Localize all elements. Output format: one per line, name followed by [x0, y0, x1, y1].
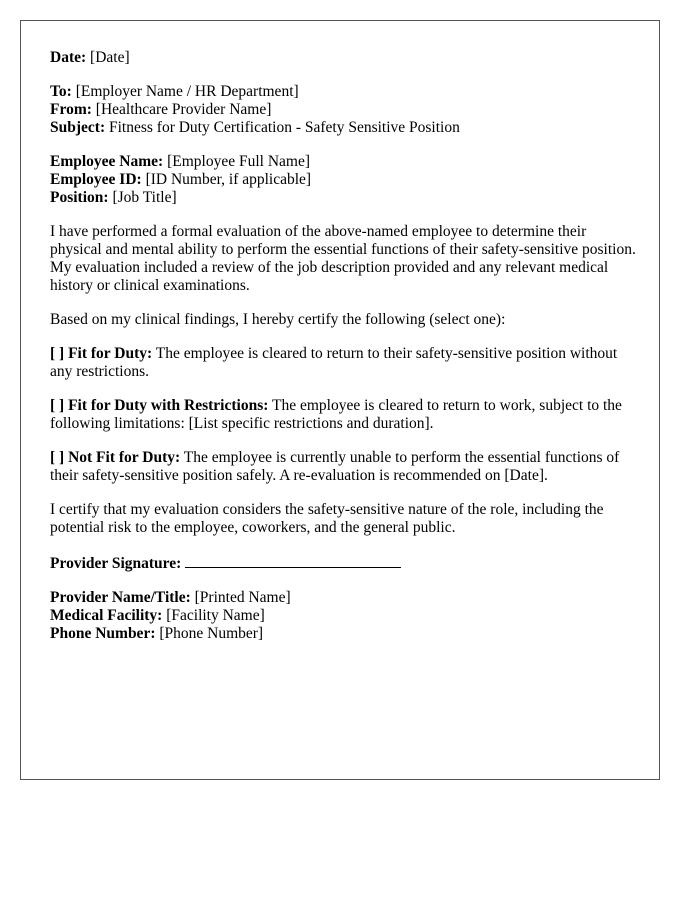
- employee-id-value: [ID Number, if applicable]: [145, 171, 312, 188]
- provider-block: [50, 589, 640, 643]
- option-not-fit-for-duty: [50, 449, 640, 485]
- intro-paragraph: I have performed a formal evaluation of the above-named employee to determine their physical and mental ability to perform the essential functions of their safety-sensitive position. My evaluation included a review of the job description provided and any relevant medical history or clinical examinations.: [50, 223, 636, 294]
- subject-value: Fitness for Duty Certification - Safety Sensitive Position: [108, 119, 460, 136]
- employee-name-line: [50, 153, 640, 171]
- signature-line: [50, 553, 640, 573]
- employee-id-label: Employee ID:: [50, 171, 142, 188]
- facility-value: [Facility Name]: [166, 607, 265, 624]
- option-fit-with-restrictions: [50, 397, 640, 433]
- option-text: The employee is cleared to return to their safety-sensitive position without any restrictions.: [50, 345, 618, 380]
- phone-value: [Phone Number]: [159, 625, 264, 642]
- phone-label: Phone Number:: [50, 625, 156, 642]
- provider-name-value: [Printed Name]: [194, 589, 291, 606]
- employee-name-label: Employee Name:: [50, 153, 164, 170]
- option-fit-for-duty: [50, 345, 640, 381]
- letter-content: [50, 49, 640, 659]
- from-value: [Healthcare Provider Name]: [95, 101, 272, 118]
- address-block: [50, 83, 640, 137]
- employee-id-line: [50, 171, 640, 189]
- provider-name-line: [50, 589, 640, 607]
- option-checkbox-label: [ ] Fit for Duty with Restrictions:: [50, 397, 269, 414]
- to-label: To:: [50, 83, 72, 100]
- date-value: [Date]: [90, 49, 130, 66]
- document-page: [20, 20, 660, 780]
- position-line: [50, 189, 640, 207]
- closing-paragraph: I certify that my evaluation considers the safety-sensitive nature of the role, including the potential risk to the employee, coworkers, and the general public.: [50, 501, 604, 536]
- date-label: Date:: [50, 49, 87, 66]
- facility-label: Medical Facility:: [50, 607, 163, 624]
- option-checkbox-label: [ ] Not Fit for Duty:: [50, 449, 181, 466]
- phone-line: [50, 625, 640, 643]
- provider-name-label: Provider Name/Title:: [50, 589, 191, 606]
- subject-line: [50, 119, 640, 137]
- option-text: The employee is currently unable to perform the essential functions of their safety-sensitive position safely. A re-evaluation is recommended on [Date].: [50, 449, 620, 484]
- signature-label: Provider Signature:: [50, 555, 182, 572]
- certify-prompt: Based on my clinical findings, I hereby certify the following (select one):: [50, 311, 506, 328]
- to-value: [Employer Name / HR Department]: [75, 83, 299, 100]
- option-checkbox-label: [ ] Fit for Duty:: [50, 345, 153, 362]
- employee-name-value: [Employee Full Name]: [167, 153, 310, 170]
- from-line: [50, 101, 640, 119]
- to-line: [50, 83, 640, 101]
- employee-block: [50, 153, 640, 207]
- date-line: [50, 49, 640, 67]
- position-label: Position:: [50, 189, 109, 206]
- from-label: From:: [50, 101, 92, 118]
- option-text: The employee is cleared to return to work, subject to the following limitations: [List specific restrictions and duration].: [50, 397, 622, 432]
- signature-block: [50, 553, 640, 573]
- facility-line: [50, 607, 640, 625]
- subject-label: Subject:: [50, 119, 106, 136]
- date-block: [50, 49, 640, 67]
- signature-field: [185, 553, 401, 568]
- position-value: [Job Title]: [112, 189, 177, 206]
